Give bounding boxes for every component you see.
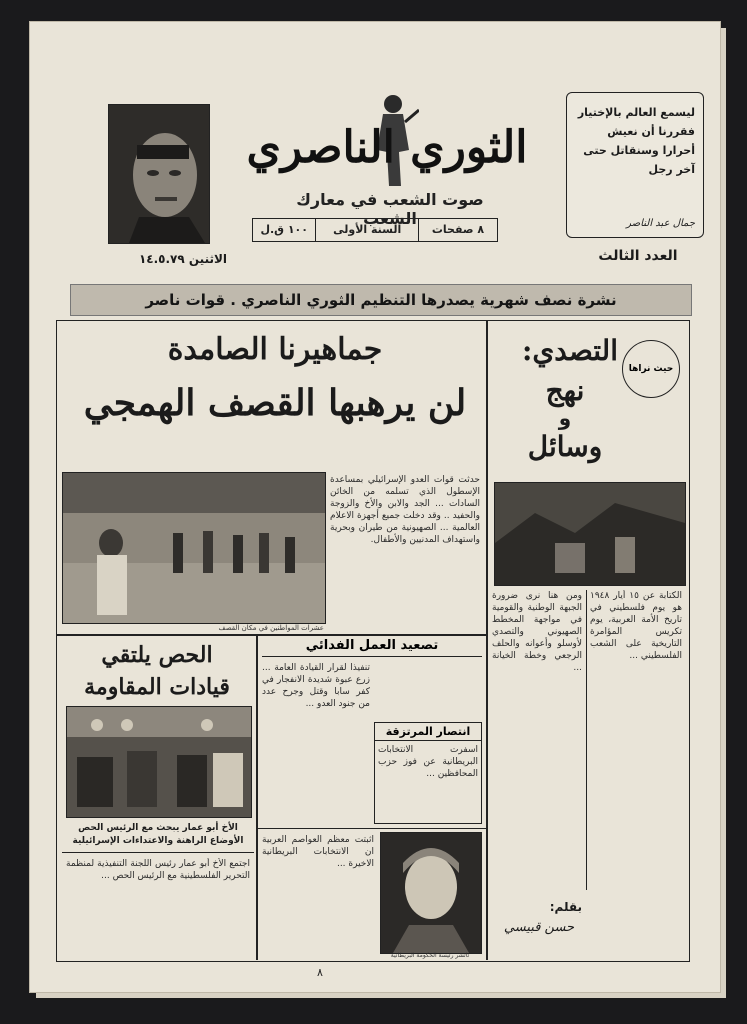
subtitle-bar: نشرة نصف شهرية يصدرها التنظيم الثوري الناصري . قوات ناصر [70, 284, 692, 316]
editorial-signature: حسن قبيسي [503, 920, 575, 935]
hoss-body: اجتمع الأخ أبو عمار رئيس اللجنة التنفيذية لمنظمة التحرير الفلسطينية مع الرئيس الحص ... [66, 859, 250, 881]
issue-date: الاثنين ١٤.٥.٧٩ [138, 252, 228, 266]
newspaper-page [30, 22, 720, 992]
thatcher-caption: تاتشر رئيسة الحكومة البريطانية [390, 952, 470, 959]
info-pages: ٨ صفحات [418, 219, 497, 241]
hoss-photo-caption: الأخ أبو عمار يبحث مع الرئيس الحص الأوضاع الراهنة والاعتداءات الإسرائيلية [72, 823, 244, 846]
masthead-info-bar [252, 218, 498, 242]
page-number: ٨ [317, 966, 323, 979]
editorial-body-2: الكتابة عن ١٥ أيار ١٩٤٨ هو يوم فلسطيني في تاريخ الأمة العربية، يوم تكريس المؤامرة التاريخية على الشعب الفلسطيني ... [590, 591, 682, 661]
elections-box [374, 722, 482, 824]
hoss-divider [62, 852, 254, 853]
main-photo-caption: عشرات المواطنين في مكان القصف [218, 624, 324, 632]
info-price: ١٠٠ ق.ل [260, 223, 308, 236]
nasser-quote-box [566, 92, 704, 238]
main-story-photo [62, 472, 326, 624]
main-headline-2: لن يرهبها القصف الهمجي [83, 382, 467, 424]
editorial-body-1: ومن هنا نرى ضرورة الجبهة الوطنية والقومية في مواجهة المخطط الصهيوني والتصدي لأوسلو وأعوانه والحلف الرجعي وخطة الخيانة ... [492, 591, 582, 673]
main-story-body: حدثت قوات العدو الإسرائيلي بمساعدة الإسطول الذي تسلمه من الخائن السادات ... الجد والابن والأخ والزوجة والحفيد .. وقد دخلت جميع أجهزة الاعلام العالمية ... الصهيونية من طيران وبحرية واستهداف المدنيين والأطفال. [330, 475, 480, 545]
column-divider-right [486, 320, 488, 960]
thatcher-portrait [380, 832, 482, 954]
nasser-portrait [108, 104, 210, 244]
bottom-divider [258, 828, 486, 829]
column-divider-mid [256, 634, 258, 960]
elections-box-body: اسفرت الانتخابات البريطانية عن فوز حزب المحافظين ... [378, 745, 478, 779]
fidai-box-title: تصعيد العمل الفدائي [262, 638, 482, 657]
editorial-headline-1: التصدي: [522, 334, 618, 367]
editorial-badge [622, 340, 680, 398]
quote-author: جمال عبد الناصر [626, 218, 695, 229]
editorial-column-divider [586, 590, 587, 890]
editorial-badge-text: حيث نراها [628, 364, 674, 374]
quote-text: ليسمع العالم بالإختيار فقررنا أن نعيش أحرارا وسنقاتل حتى آخر رجل [577, 106, 695, 176]
editorial-headline-4: وسائل [527, 430, 603, 463]
issue-number: العدد الثالث [598, 248, 678, 264]
editorial-headline-2: نهج [545, 374, 585, 407]
hoss-headline-1: الحص يلتقي [101, 642, 213, 668]
editorial-photo [494, 482, 686, 586]
hoss-photo [66, 706, 252, 818]
editorial-signature-label: بقلم: [549, 900, 582, 914]
info-year: السنة الأولى [315, 219, 417, 241]
editorial-headline-3: و [558, 406, 572, 430]
masthead-title: الثوري الناصري [246, 122, 528, 173]
hoss-headline-2: قيادات المقاومة [84, 674, 230, 700]
elections-box-title: انتصار المرتزقة [375, 723, 481, 741]
fidai-box-body: تنفيذا لقرار القيادة العامة ... زرع عبوة شديدة الانفجار في كفر سابا وقتل وجرح عدد من جنود العدو ... [262, 663, 370, 709]
bottom-story-body: اثبتت معظم العواصم العربية ان الانتخابات البريطانية الاخيرة ... [262, 835, 374, 869]
horizontal-divider-main [56, 634, 486, 636]
masthead-tagline: صوت الشعب في معارك الشعب [296, 190, 484, 228]
main-headline-1: جماهيرنا الصامدة [167, 332, 383, 367]
